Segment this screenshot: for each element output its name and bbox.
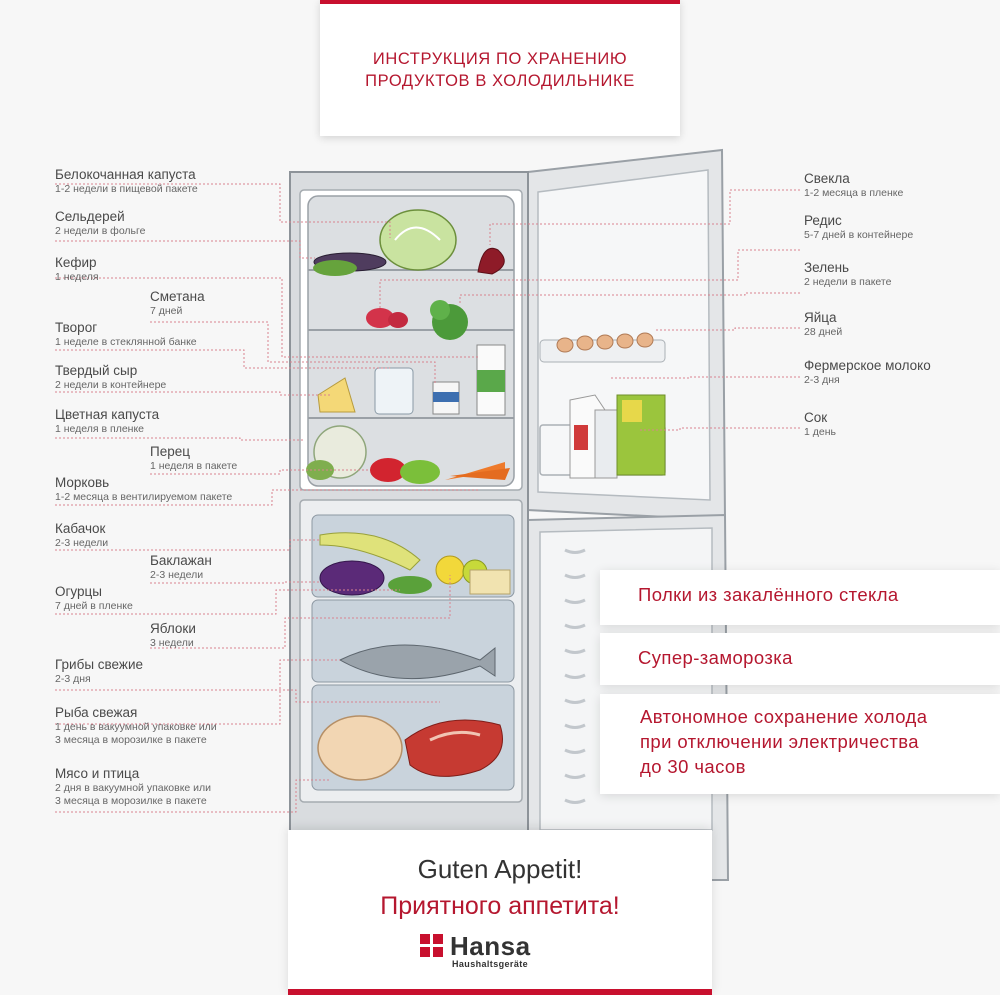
label-mushrooms-detail: 2-3 дня xyxy=(55,673,91,685)
title-line-2: ПРОДУКТОВ В ХОЛОДИЛЬНИКЕ xyxy=(365,72,635,90)
feature-autonomous-line-1: Автономное сохранение холода xyxy=(640,706,928,727)
label-hard-cheese xyxy=(55,363,166,391)
label-hard-cheese-name: Твердый сыр xyxy=(55,363,138,378)
label-pepper-name: Перец xyxy=(150,444,190,459)
feature-banner-glass-shelves xyxy=(600,570,1000,625)
label-beet-detail: 1-2 месяца в пленке xyxy=(804,187,904,199)
label-eggs xyxy=(804,310,842,338)
label-pepper-detail: 1 неделя в пакете xyxy=(150,460,238,472)
label-radish-name: Редис xyxy=(804,213,842,228)
label-carrot-detail: 1-2 месяца в вентилируемом пакете xyxy=(55,491,233,503)
brand-subtitle: Haushaltsgeräte xyxy=(452,959,529,969)
label-cottage-cheese-detail: 1 неделе в стеклянной банке xyxy=(55,336,197,348)
label-carrot xyxy=(55,475,232,503)
label-cucumbers xyxy=(55,584,133,612)
label-juice-name: Сок xyxy=(804,410,828,425)
label-mushrooms-name: Грибы свежие xyxy=(55,657,143,672)
label-kefir-detail: 1 неделя xyxy=(55,271,99,283)
label-apples xyxy=(150,621,196,649)
label-eggplant-name: Баклажан xyxy=(150,553,212,568)
label-sour-cream xyxy=(150,289,205,317)
label-eggs-name: Яйца xyxy=(804,310,837,325)
label-kefir xyxy=(55,255,99,283)
brand-name: Hansa xyxy=(450,931,531,961)
label-greens-name: Зелень xyxy=(804,260,850,275)
feature-banner-autonomous-cold xyxy=(600,694,1000,794)
label-greens xyxy=(804,260,891,288)
greeting-de: Guten Appetit! xyxy=(417,854,583,884)
label-juice-detail: 1 день xyxy=(804,426,836,438)
feature-autonomous-line-3: до 30 часов xyxy=(640,756,746,777)
label-eggs-detail: 28 дней xyxy=(804,326,843,338)
label-celery xyxy=(55,209,145,237)
label-fish-detail-2: 3 месяца в морозилке в пакете xyxy=(55,734,207,746)
label-juice xyxy=(804,410,836,438)
label-fish-name: Рыба свежая xyxy=(55,705,138,720)
label-kefir-name: Кефир xyxy=(55,255,97,270)
label-mushrooms xyxy=(55,657,143,685)
label-radish-detail: 5-7 дней в контейнере xyxy=(804,229,914,241)
label-pepper xyxy=(150,444,237,472)
footer-card xyxy=(288,830,712,995)
label-celery-detail: 2 недели в фольге xyxy=(55,225,146,237)
label-cottage-cheese xyxy=(55,320,197,348)
greeting-ru: Приятного аппетита! xyxy=(380,892,620,920)
label-meat xyxy=(55,766,211,807)
label-cucumbers-name: Огурцы xyxy=(55,584,102,599)
label-sour-cream-name: Сметана xyxy=(150,289,205,304)
label-eggplant xyxy=(150,553,212,581)
label-zucchini-detail: 2-3 недели xyxy=(55,537,109,549)
label-sour-cream-detail: 7 дней xyxy=(150,305,183,317)
label-eggplant-detail: 2-3 недели xyxy=(150,569,204,581)
label-fish-detail: 1 день в вакуумной упаковке или xyxy=(55,721,217,733)
feature-super-freeze-text: Супер-заморозка xyxy=(638,647,793,668)
label-cottage-cheese-name: Творог xyxy=(55,320,98,335)
label-fish xyxy=(55,705,217,746)
label-greens-detail: 2 недели в пакете xyxy=(804,276,892,288)
feature-banner-super-freeze xyxy=(600,633,1000,685)
label-meat-detail: 2 дня в вакуумной упаковке или xyxy=(55,782,212,794)
title-line-1: ИНСТРУКЦИЯ ПО ХРАНЕНИЮ xyxy=(372,50,628,68)
label-beet-name: Свекла xyxy=(804,171,850,186)
label-radish xyxy=(804,213,913,241)
label-cabbage-name: Белокочанная капуста xyxy=(55,167,196,182)
label-cucumbers-detail: 7 дней в пленке xyxy=(55,600,133,612)
label-cauliflower-detail: 1 неделя в пленке xyxy=(55,423,145,435)
label-carrot-name: Морковь xyxy=(55,475,110,490)
label-zucchini xyxy=(55,521,108,549)
label-farm-milk xyxy=(804,358,931,386)
label-cauliflower xyxy=(55,407,159,435)
label-zucchini-name: Кабачок xyxy=(55,521,106,536)
label-cabbage-detail: 1-2 недели в пищевой пакете xyxy=(55,183,198,195)
label-farm-milk-detail: 2-3 дня xyxy=(804,374,840,386)
feature-glass-shelves-text: Полки из закалённого стекла xyxy=(638,584,899,605)
label-meat-detail-2: 3 месяца в морозилке в пакете xyxy=(55,795,207,807)
label-cabbage xyxy=(55,167,198,195)
label-apples-name: Яблоки xyxy=(150,621,196,636)
label-meat-name: Мясо и птица xyxy=(55,766,140,781)
label-hard-cheese-detail: 2 недели в контейнере xyxy=(55,379,167,391)
feature-autonomous-line-2: при отключении электричества xyxy=(640,731,919,752)
label-beet xyxy=(804,171,903,199)
label-apples-detail: 3 недели xyxy=(150,637,194,649)
label-celery-name: Сельдерей xyxy=(55,209,125,224)
label-farm-milk-name: Фермерское молоко xyxy=(804,358,931,373)
label-cauliflower-name: Цветная капуста xyxy=(55,407,160,422)
hansa-logo-icon xyxy=(420,934,444,958)
